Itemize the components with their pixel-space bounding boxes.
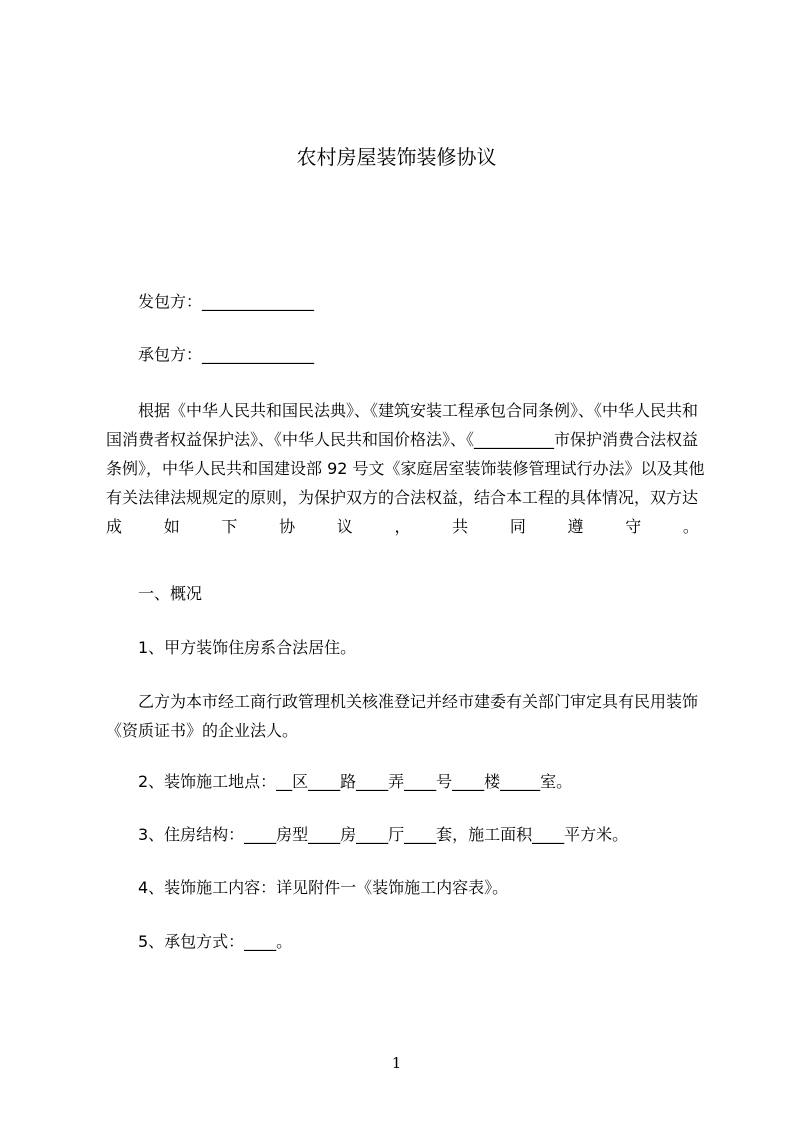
party-a-field: 发包方：______________: [138, 292, 315, 311]
clause-5: 5、承包方式：____。: [138, 932, 293, 951]
preamble-char: 成: [106, 517, 123, 536]
preamble-char: 。: [682, 517, 699, 536]
preamble-char: 议: [336, 517, 353, 536]
preamble-char: 协: [279, 517, 296, 536]
document-title: 农村房屋装饰装修协议: [296, 145, 497, 169]
preamble-char: 守: [625, 517, 642, 536]
clause-1: 1、甲方装饰住房系合法居住。: [138, 638, 357, 657]
clause-2: 2、装饰施工地点：__区____路____弄____号____楼_____室。: [138, 772, 573, 791]
preamble-last-line: [106, 512, 699, 541]
preamble-line: 有关法律法规规定的原则，为保护双方的合法权益，结合本工程的具体情况，双方达: [106, 488, 699, 507]
preamble-char: 遵: [567, 517, 584, 536]
preamble-char: 同: [509, 517, 526, 536]
preamble-char: ，: [394, 517, 411, 536]
section-heading: 一、概况: [138, 584, 203, 603]
clause-1-note-line: 《资质证书》的企业法人。: [106, 721, 299, 740]
clause-4: 4、装饰施工内容：详见附件一《装饰施工内容表》。: [138, 878, 509, 897]
preamble-char: 共: [452, 517, 469, 536]
party-b-field: 承包方：______________: [138, 345, 315, 364]
clause-3: 3、住房结构：____房型____房____厅____套，施工面积____平方米。: [138, 825, 629, 844]
preamble-char: 如: [163, 517, 180, 536]
preamble-line: 根据《中华人民共和国民法典》、《建筑安装工程承包合同条例》、《中华人民共和: [138, 401, 699, 420]
page-number: 1: [391, 1054, 402, 1072]
preamble-line: 国消费者权益保护法》、《中华人民共和国价格法》、《__________市保护消费合法权益: [106, 430, 699, 449]
clause-1-note-line: 乙方为本市经工商行政管理机关核准登记并经市建委有关部门审定具有民用装饰: [138, 692, 699, 711]
preamble-char: 下: [221, 517, 238, 536]
preamble-line: 条例》，中华人民共和国建设部 92 号文《家庭居室装饰装修管理试行办法》以及其他: [106, 459, 705, 478]
